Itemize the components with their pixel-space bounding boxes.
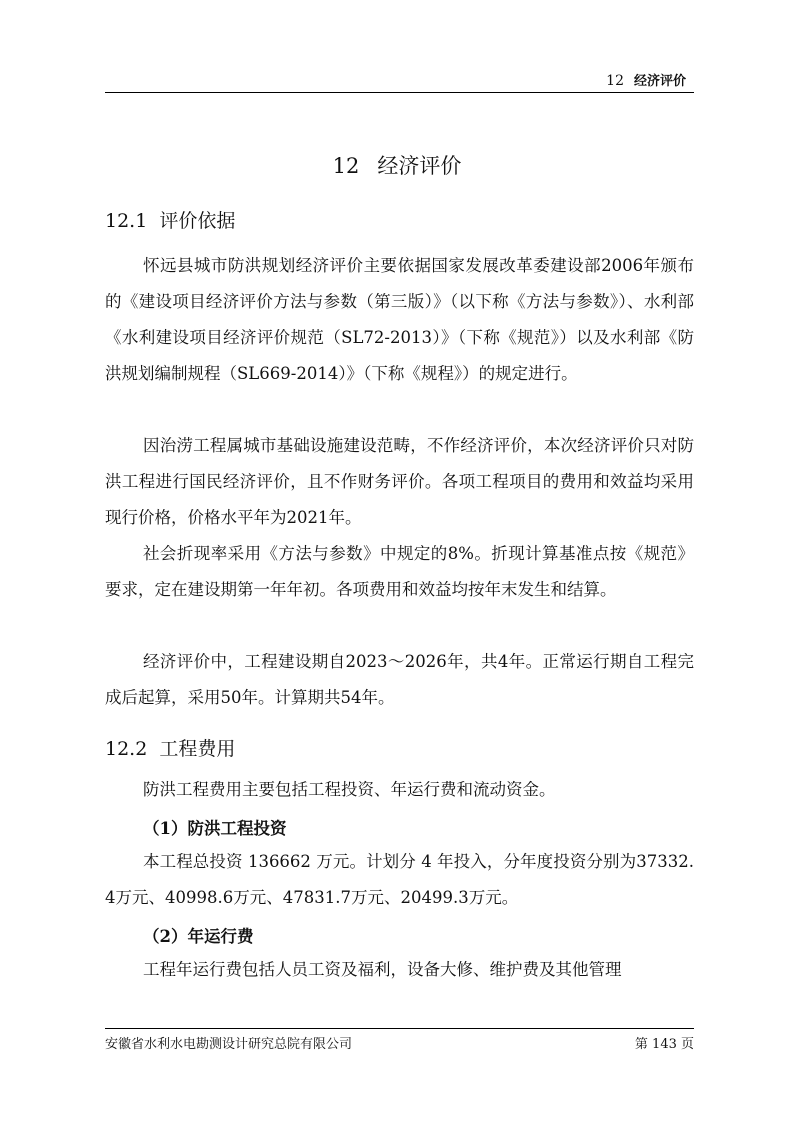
running-header-text <box>606 70 686 89</box>
page-footer <box>105 1028 694 1057</box>
section-heading-12-2 <box>105 734 235 761</box>
paragraph-period: 经济评价中，工程建设期自2023～2026年，共4年。正常运行期自工程完成后起算，采用50年。计算期共54年。 <box>105 652 694 707</box>
paragraph-investment: 本工程总投资 136662 万元。计划分 4 年投入，分年度投资分别为37332.4万元、40998.6万元、47831.7万元、20499.3万元。 <box>105 852 694 907</box>
paragraph-basis: 怀远县城市防洪规划经济评价主要依据国家发展改革委建设部2006年颁布的《建设项目经济评价方法与参数（第三版）》（以下称《方法与参数》）、水利部《水利建设项目经济评价规范（SL72-2013）》（下称《规范》）以及水利部《防洪规划编制规程（SL669-2014）》（下称《规程》）的规定进行。 <box>105 256 694 383</box>
subhead-operating-cost: （2）年运行费 <box>143 927 254 946</box>
running-header-chapter-num: 12 <box>606 73 624 89</box>
subhead-investment: （1）防洪工程投资 <box>143 819 287 838</box>
paragraph-costs-intro: 防洪工程费用主要包括工程投资、年运行费和流动资金。 <box>143 780 556 799</box>
running-header <box>105 66 694 93</box>
paragraph-operating-cost: 工程年运行费包括人员工资及福利，设备大修、维护费及其他管理 <box>143 960 622 979</box>
section-title: 评价依据 <box>159 210 236 232</box>
chapter-number: 12 <box>332 154 360 178</box>
paragraph-discount-rate: 社会折现率采用《方法与参数》中规定的8%。折现计算基准点按《规范》要求，定在建设期第一年年初。各项费用和效益均按年末发生和结算。 <box>105 544 694 599</box>
running-header-chapter-name: 经济评价 <box>633 74 686 89</box>
section-number: 12.1 <box>105 210 148 232</box>
footer-page-number: 第 143 页 <box>634 1037 694 1052</box>
footer-organization: 安徽省水利水电勘测设计研究总院有限公司 <box>105 1037 353 1052</box>
chapter-name: 经济评价 <box>377 154 462 178</box>
chapter-title <box>0 150 794 180</box>
section-title: 工程费用 <box>159 738 236 760</box>
paragraph-scope: 因治涝工程属城市基础设施建设范畴，不作经济评价，本次经济评价只对防洪工程进行国民经济评价，且不作财务评价。各项工程项目的费用和效益均采用现行价格，价格水平年为2021年。 <box>105 436 694 527</box>
section-heading-12-1 <box>105 206 235 233</box>
section-number: 12.2 <box>105 738 148 760</box>
